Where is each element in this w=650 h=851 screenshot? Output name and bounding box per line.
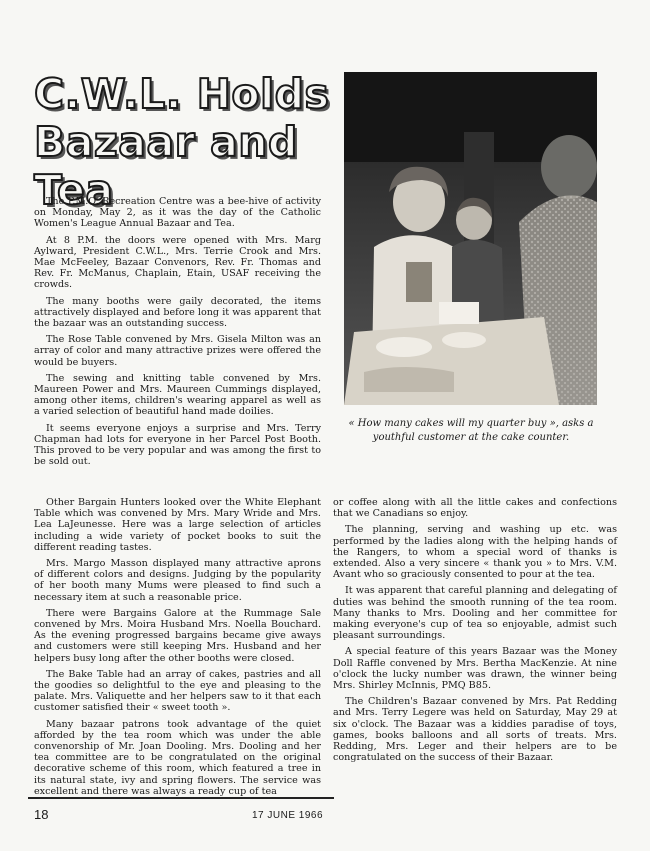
paragraph: The P.M.Q. Recreation Centre was a bee-hive of activity on Monday, May 2, as it was the day of the Catholic Women's League Annual Bazaar and Tea. [34, 196, 321, 230]
caption-line-2: youthful customer at the cake counter. [372, 432, 570, 443]
paragraph: It seems everyone enjoys a surprise and Mrs. Terry Chapman had lots for everyone in her Parcel Post Booth. This proved to be very popular and was among the first to be sold out. [34, 422, 321, 468]
paragraph: The sewing and knitting table convened by Mrs. Maureen Power and Mrs. Maureen Cummings displayed, among other items, children's wearing apparel as well as a varied selection of beautiful hand made doilies. [34, 372, 321, 418]
bazaar-photo [344, 72, 597, 405]
photo-illustration [344, 72, 597, 405]
article-column-left-lower [34, 497, 321, 802]
paragraph: Other Bargain Hunters looked over the White Elephant Table which was convened by Mrs. Mary Wride and Mrs. Lea LaJeunesse. Here was a large selection of articles including a wide variety of pocket books to suit the different reading tastes. [34, 497, 321, 553]
article-column-left-upper [34, 196, 321, 472]
issue-date: 17 JUNE 1966 [252, 810, 324, 821]
paragraph: At 8 P.M. the doors were opened with Mrs. Marg Aylward, President C.W.L., Mrs. Terrie Crook and Mrs. Mae McFeeley, Bazaar Convenors, Rev. Fr. Thomas and Rev. Fr. McManus, Chaplain, Etain, USAF receiving the crowds. [34, 234, 321, 291]
paragraph: The Children's Bazaar convened by Mrs. Pat Redding and Mrs. Terry Legere was held on Saturday, May 29 at six o'clock. The Bazaar was a kiddies paradise of toys, games, books balloons and all sorts of treats. Mrs. Redding, Mrs. Leger and their helpers are to be congratulated on the success of their Bazaar. [333, 696, 617, 764]
paragraph: It was apparent that careful planning and delegating of duties was behind the smooth running of the tea room. Many thanks to Mrs. Dooling and her committee for making everyone's cup of tea so enjoyable, admist such pleasant surroundings. [333, 585, 617, 642]
article-column-right [333, 497, 617, 768]
paragraph: The Bake Table had an array of cakes, pastries and all the goodies so delightful to the eye and pleasing to the palate. Mrs. Valiquette and her helpers saw to it that each customer satisfied their « sweet tooth ». [34, 668, 321, 714]
paragraph: The many booths were gaily decorated, the items attractively displayed and before long it was apparent that the bazaar was an outstanding success. [34, 295, 321, 330]
paragraph: Mrs. Margo Masson displayed many attractive aprons of different colors and designs. Judging by the popularity of her booth many Mums were pleased to find such a necessary item at such a reasonable price. [34, 558, 321, 603]
headline-line-2: Bazaar and Tea [34, 118, 298, 214]
paragraph: A special feature of this years Bazaar was the Money Doll Raffle convened by Mrs. Bertha MacKenzie. At nine o'clock the lucky number was drawn, the winner being Mrs. Shirley McInnis, PMQ B85. [333, 646, 617, 692]
footer-rule [28, 797, 334, 799]
caption-line-1: « How many cakes will my quarter buy », asks a [348, 418, 594, 429]
headline-line-1: C.W.L. Holds [34, 70, 330, 118]
paragraph: There were Bargains Galore at the Rummage Sale convened by Mrs. Moira Husband Mrs. Noella Bouchard. As the evening progressed bargains became give aways and customers were still keeping Mrs. Husband and her helpers busy long after the other booths were closed. [34, 607, 321, 664]
headline [34, 70, 334, 214]
paragraph: The Rose Table convened by Mrs. Gisela Milton was an array of color and many attractive prizes were offered the would be buyers. [34, 334, 321, 368]
page-number: 18 [34, 807, 49, 822]
paragraph: or coffee along with all the little cakes and confections that we Canadians so enjoy. [333, 497, 617, 520]
photo-caption [340, 417, 602, 445]
paragraph: The planning, serving and washing up etc. was performed by the ladies along with the helping hands of the Rangers, to whom a special word of thanks is extended. Also a very sincere « thank you » to Mrs. V.M. Avant who so graciously consented to pour at the tea. [333, 524, 617, 581]
paragraph: Many bazaar patrons took advantage of the quiet afforded by the tea room which was under the able convenorship of Mr. Joan Dooling. Mrs. Dooling and her tea committee are to be congratulated on the original decorative scheme of this room, which featured a tree in its natural state, ivy and spring flowers. The service was excellent and there was always a ready cup of tea [34, 718, 321, 797]
